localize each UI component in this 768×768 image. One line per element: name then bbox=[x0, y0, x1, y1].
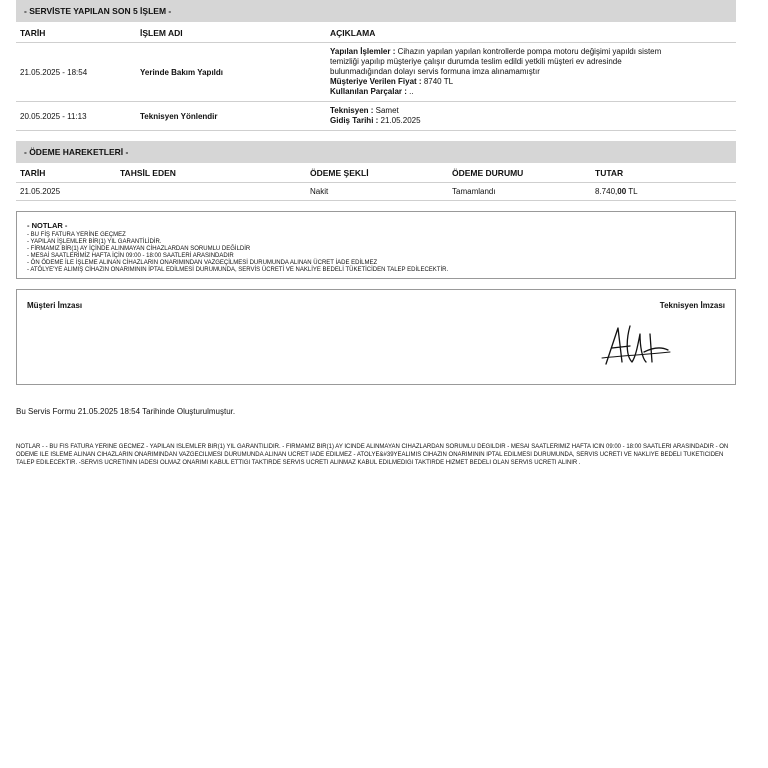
column-header: TARİH bbox=[16, 163, 116, 183]
technician-signature bbox=[600, 322, 672, 372]
footer-notes: NOTLAR - - BU FIS FATURA YERINE GECMEZ - YAPILAN ISLEMLER BIR(1) YIL GARANTILIDIR. - FIRMAMIZ BIR(1) AY ICINDE ALINMAYAN CIHAZLARDAN SORUMLU DEGILDIR - MESAI SAATLERIMIZ HAFTA ICIN 09:00 - 18:00 SAATLERI ARASINDADIR - ON ODEME ILE ISLEME ALINAN CIHAZLARIN ONARIMINDAN VAZGECILMESI DURUMUNDA ALINAN UCRET IADE EDILMEZ - ATOLYE&#39YEALIMIS CIHAZIN ONARIMININ IPTAL EDILMESI DURUMUNDA, SERVIS UCRETI VE NAKLIYE BEDELI TUKETICIDEN TALEP EDILECEKTIR. -SERVIS UCRETININ IADESI OLMAZ ONARIMI KABUL ETTIGI TAKTIRDE SERVIS UCRETI ALINMAZ KABUL EDILMEDIGI TAKTIRDE HIZMET BEDELI OLAN SERVIS UCRETI ALINIR . bbox=[16, 444, 729, 466]
created-text: Bu Servis Formu 21.05.2025 18:54 Tarihinde Oluşturulmuştur. bbox=[16, 407, 236, 416]
operation-description bbox=[326, 43, 736, 102]
service-form bbox=[16, 0, 736, 467]
signature-box bbox=[16, 289, 736, 385]
notes-title: - NOTLAR - bbox=[27, 221, 68, 230]
desc-label: Yapılan İşlemler : bbox=[330, 47, 396, 56]
technician-signature-label: Teknisyen İmzası bbox=[659, 301, 725, 310]
column-header: TAHSİL EDEN bbox=[116, 163, 306, 183]
desc-label: Kullanılan Parçalar : bbox=[330, 87, 407, 96]
desc-text: Cihazın yapılan yapılan kontrollerde pompa motoru değişimi yapıldı sistem bbox=[395, 47, 662, 56]
table-row bbox=[16, 43, 736, 102]
table-row bbox=[16, 102, 736, 131]
operation-date: 20.05.2025 - 11:13 bbox=[16, 102, 136, 131]
desc-label: Gidiş Tarihi : bbox=[330, 116, 379, 125]
desc-text: Samet bbox=[373, 106, 399, 115]
desc-text: .. bbox=[406, 87, 414, 96]
operation-description bbox=[326, 102, 736, 131]
operation-date: 21.05.2025 - 18:54 bbox=[16, 43, 136, 102]
note-item: - MESAİ SAATLERİMİZ HAFTA İÇİN 09:00 - 18:00 SAATLERİ ARASINDADIR bbox=[27, 253, 234, 259]
column-header: TUTAR bbox=[591, 163, 736, 183]
payment-method: Nakit bbox=[306, 183, 448, 201]
table-row bbox=[16, 183, 736, 201]
column-header: TARİH bbox=[16, 22, 136, 43]
service-table bbox=[16, 22, 736, 131]
note-item: - BU FİŞ FATURA YERİNE GEÇMEZ bbox=[27, 232, 126, 238]
customer-signature-label: Müşteri İmzası bbox=[27, 301, 83, 310]
column-header: ÖDEME DURUMU bbox=[448, 163, 591, 183]
column-header: İŞLEM ADI bbox=[136, 22, 326, 43]
note-item: - YAPILAN İŞLEMLER BİR(1) YIL GARANTİLİDİR. bbox=[27, 239, 162, 245]
payment-date: 21.05.2025 bbox=[16, 183, 116, 201]
payments-table-header bbox=[16, 163, 736, 183]
desc-label: Teknisyen : bbox=[330, 106, 374, 115]
operation-name: Yerinde Bakım Yapıldı bbox=[136, 43, 326, 102]
desc-text: 21.05.2025 bbox=[378, 116, 421, 125]
service-table-header bbox=[16, 22, 736, 43]
note-item: - FİRMAMIZ BİR(1) AY İÇİNDE ALINMAYAN CİHAZLARDAN SORUMLU DEĞİLDİR bbox=[27, 246, 251, 252]
service-section-title: - SERVİSTE YAPILAN SON 5 İŞLEM - bbox=[16, 0, 736, 22]
amount-decimals: 00 bbox=[617, 187, 627, 196]
desc-text: bulunmadığından dolayı servis formuna imza alınamamıştır bbox=[330, 67, 540, 76]
desc-text: temizliği yapılıp müşteriye çalışır durumda teslim edildi yetkili müşteri ev adresinde bbox=[330, 57, 622, 66]
desc-text: 8740 TL bbox=[421, 77, 454, 86]
payments-table bbox=[16, 163, 736, 201]
amount-unit: TL bbox=[626, 187, 638, 196]
note-item: - ÖN ÖDEME İLE İŞLEME ALINAN CİHAZLARIN ONARIMINDAN VAZGEÇİLMESİ DURUMUNDA ALINAN ÜCRET İADE EDİLMEZ bbox=[27, 260, 378, 266]
note-item: - ATÖLYE'YE ALIMIŞ CİHAZIN ONARIMININ İPTAL EDİLMESİ DURUMUNDA, SERVİS ÜCRETİ VE NAKLİYE BEDELİ TÜKETİCİDEN TALEP EDİLECEKTİR. bbox=[27, 267, 449, 273]
operation-name: Teknisyen Yönlendir bbox=[136, 102, 326, 131]
payment-collector bbox=[116, 183, 306, 201]
desc-label: Müşteriye Verilen Fiyat : bbox=[330, 77, 422, 86]
notes-box bbox=[16, 211, 736, 279]
payment-status: Tamamlandı bbox=[448, 183, 591, 201]
payments-section-title: - ÖDEME HAREKETLERİ - bbox=[16, 141, 736, 163]
column-header: AÇIKLAMA bbox=[326, 22, 736, 43]
column-header: ÖDEME ŞEKLİ bbox=[306, 163, 448, 183]
payment-amount bbox=[591, 183, 736, 201]
amount-main: 8.740, bbox=[595, 187, 618, 196]
